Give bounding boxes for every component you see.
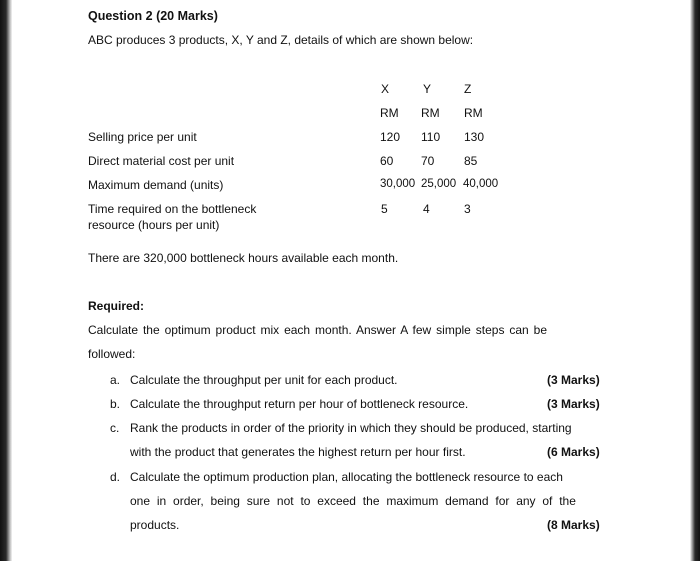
- bottleneck-hours-y: 4: [423, 202, 430, 216]
- required-text-line1: Calculate the optimum product mix each month. Answer A few simple steps can be: [88, 323, 548, 337]
- item-c-letter: c.: [110, 421, 120, 435]
- item-b-text: Calculate the throughput return per hour of bottleneck resource.: [130, 397, 469, 411]
- item-a-marks: (3 Marks): [547, 373, 600, 387]
- bottleneck-hours-z: 3: [464, 202, 471, 216]
- product-y-header: Y: [423, 82, 432, 96]
- currency-z: RM: [464, 106, 483, 120]
- row-label-material-cost: Direct material cost per unit: [88, 154, 235, 168]
- currency-y: RM: [421, 106, 440, 120]
- row-label-bottleneck-line2: resource (hours per unit): [88, 218, 220, 232]
- item-d-text-line2: one in order, being sure not to exceed the maximum demand for any of the: [130, 494, 576, 508]
- question-title: Question 2 (20 Marks): [88, 9, 218, 23]
- item-b-marks: (3 Marks): [547, 397, 600, 411]
- item-d-marks: (8 Marks): [547, 518, 600, 532]
- product-z-header: Z: [464, 82, 472, 96]
- selling-price-y: 110: [421, 130, 441, 144]
- bottleneck-hours-note: There are 320,000 bottleneck hours available each month.: [88, 251, 399, 265]
- item-d-letter: d.: [110, 470, 121, 484]
- question-intro: ABC produces 3 products, X, Y and Z, details of which are shown below:: [88, 33, 474, 47]
- row-label-selling-price: Selling price per unit: [88, 130, 197, 144]
- max-demand-y: 25,000: [421, 178, 457, 190]
- max-demand-z: 40,000: [463, 178, 499, 190]
- product-x-header: X: [381, 82, 390, 96]
- required-heading: Required:: [88, 299, 145, 313]
- row-label-bottleneck-line1: Time required on the bottleneck: [88, 202, 257, 216]
- photo-edge-left: [0, 0, 12, 561]
- item-a-letter: a.: [110, 373, 121, 387]
- currency-x: RM: [380, 106, 399, 120]
- item-c-text-line1: Rank the products in order of the priority in which they should be produced, starting: [130, 421, 572, 435]
- max-demand-x: 30,000: [380, 178, 416, 190]
- item-d-text-line3: products.: [130, 518, 180, 532]
- selling-price-x: 120: [380, 130, 401, 144]
- bottleneck-hours-x: 5: [381, 202, 388, 216]
- material-cost-y: 70: [421, 154, 435, 168]
- material-cost-x: 60: [380, 154, 394, 168]
- photo-edge-right: [690, 0, 700, 561]
- item-c-marks: (6 Marks): [547, 445, 600, 459]
- row-label-max-demand: Maximum demand (units): [88, 178, 224, 192]
- item-b-letter: b.: [110, 397, 121, 411]
- item-a-text: Calculate the throughput per unit for each product.: [130, 373, 398, 387]
- material-cost-z: 85: [464, 154, 478, 168]
- item-d-text-line1: Calculate the optimum production plan, allocating the bottleneck resource to each: [130, 470, 563, 484]
- required-text-line2: followed:: [88, 347, 136, 361]
- selling-price-z: 130: [464, 130, 485, 144]
- item-c-text-line2: with the product that generates the highest return per hour first.: [130, 445, 466, 459]
